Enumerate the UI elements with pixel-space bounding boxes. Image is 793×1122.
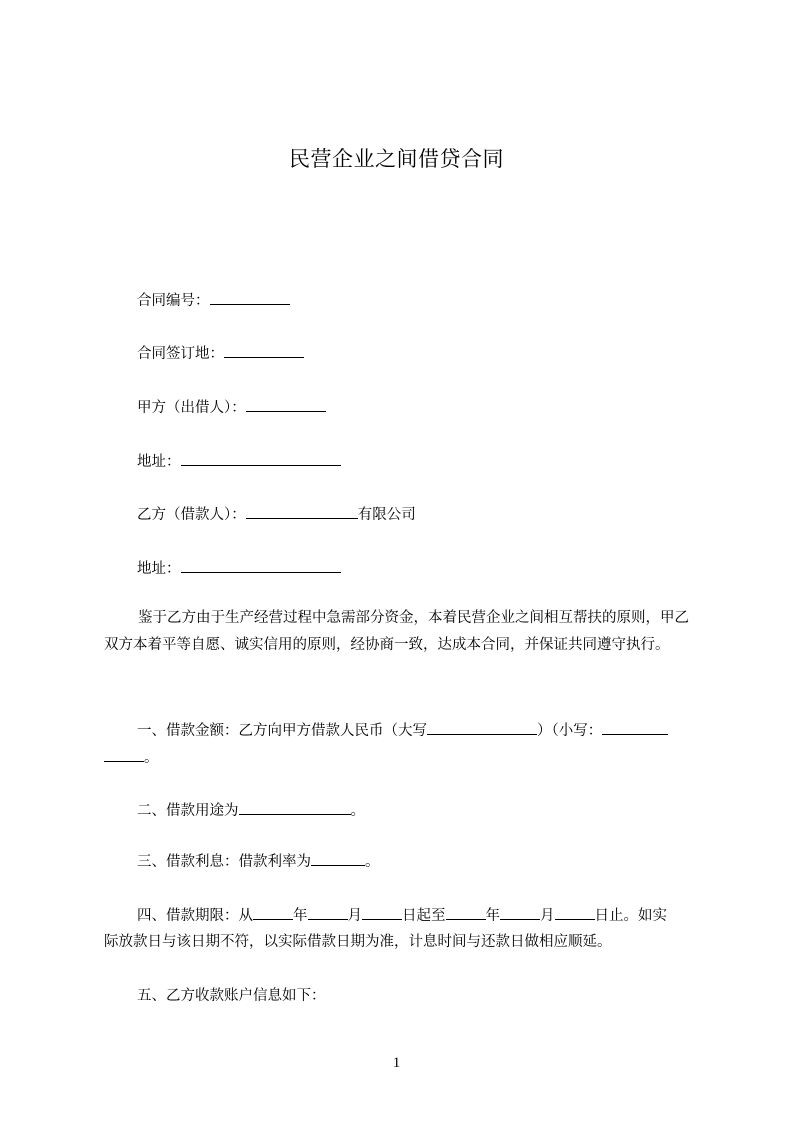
clause-2-prefix: 二、借款用途为 xyxy=(137,803,239,819)
clause-3 xyxy=(137,851,380,872)
sign-place-field xyxy=(137,343,304,364)
clause-4-year-2: 年 xyxy=(485,908,500,924)
party-b-address-blank[interactable] xyxy=(181,558,341,573)
contract-number-label: 合同编号： xyxy=(137,293,210,309)
party-b-label: 乙方（借款人）： xyxy=(137,507,246,523)
clause-3-prefix: 三、借款利息：借款利率为 xyxy=(137,854,311,870)
contract-number-blank[interactable] xyxy=(210,290,290,305)
clause-4-day-to: 日止。如实 xyxy=(594,908,667,924)
sign-place-blank[interactable] xyxy=(224,343,304,358)
party-a-address-label: 地址： xyxy=(137,454,181,470)
interest-rate-blank[interactable] xyxy=(311,851,365,866)
clause-5: 五、乙方收款账户信息如下： xyxy=(137,988,326,1004)
clause-4-prefix: 四、借款期限：从 xyxy=(137,908,253,924)
party-a-address-blank[interactable] xyxy=(181,451,341,466)
amount-lowercase-blank[interactable] xyxy=(602,720,668,735)
amount-uppercase-blank[interactable] xyxy=(427,720,537,735)
clause-1-line-1 xyxy=(137,720,668,741)
clause-1-prefix: 一、借款金额：乙方向甲方借款人民币（大写 xyxy=(137,723,427,739)
end-year-blank[interactable] xyxy=(446,905,486,920)
clause-1-middle: ）（小写： xyxy=(537,723,603,739)
contract-number-field xyxy=(137,290,290,311)
page-number: 1 xyxy=(392,1055,401,1071)
start-month-blank[interactable] xyxy=(308,905,348,920)
party-b-address-label: 地址： xyxy=(137,561,181,577)
clause-4-month-2: 月 xyxy=(540,908,555,924)
party-b-address-field xyxy=(137,558,341,579)
loan-purpose-blank[interactable] xyxy=(239,800,351,815)
party-b-blank[interactable] xyxy=(246,504,358,519)
document-title: 民营企业之间借贷合同 xyxy=(289,147,504,171)
party-a-label: 甲方（出借人）： xyxy=(137,400,246,416)
clause-4-day-from: 日起至 xyxy=(402,908,446,924)
end-month-blank[interactable] xyxy=(500,905,540,920)
start-day-blank[interactable] xyxy=(362,905,402,920)
clause-4-year-1: 年 xyxy=(293,908,308,924)
clause-1-line-2 xyxy=(104,747,159,768)
preamble-paragraph: 鉴于乙方由于生产经营过程中急需部分资金，本着民营企业之间相互帮扶的原则，甲乙双方本着平等自愿、诚实信用的原则，经协商一致，达成本合同，并保证共同遵守执行。 xyxy=(104,610,689,653)
party-b-suffix: 有限公司 xyxy=(357,507,416,523)
sign-place-label: 合同签订地： xyxy=(137,346,224,362)
clause-3-end: 。 xyxy=(365,854,380,870)
end-day-blank[interactable] xyxy=(555,905,595,920)
party-a-blank[interactable] xyxy=(246,397,326,412)
party-b-field xyxy=(137,504,416,525)
party-a-address-field xyxy=(137,451,341,472)
amount-lowercase-blank-cont[interactable] xyxy=(104,747,144,762)
start-year-blank[interactable] xyxy=(253,905,293,920)
clause-2-end: 。 xyxy=(350,803,365,819)
clause-2 xyxy=(137,800,365,821)
clause-4-line-2: 际放款日与该日期不符，以实际借款日期为准，计息时间与还款日做相应顺延。 xyxy=(104,934,612,950)
party-a-field xyxy=(137,397,326,418)
clause-4-line-1 xyxy=(137,905,667,926)
clause-4-month-1: 月 xyxy=(347,908,362,924)
clause-1-end: 。 xyxy=(144,750,159,766)
